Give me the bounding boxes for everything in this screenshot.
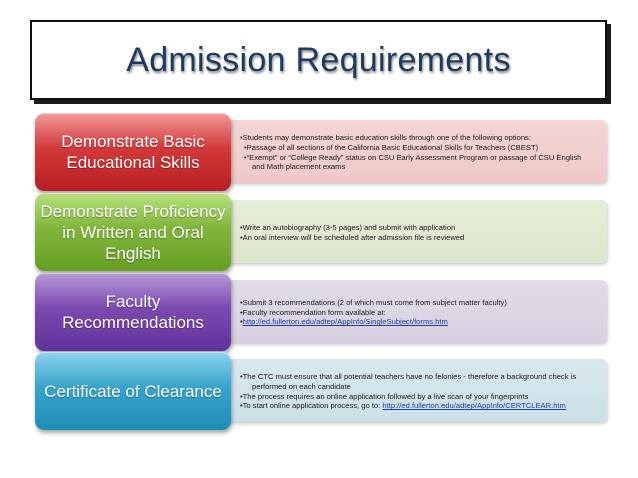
- detail-line: and Math placement exams: [252, 162, 346, 172]
- requirement-label: Demonstrate Basic Educational Skills: [35, 113, 231, 191]
- link-prefix: •To start online application process, go to:: [240, 401, 383, 411]
- detail-line: performed on each candidate: [252, 381, 351, 391]
- detail-line: •“Exempt” or “College Ready” status on CSU Early Assessment Program or passage of CSU English: [244, 152, 582, 162]
- requirement-details-panel: [224, 120, 607, 183]
- detail-line: •Students may demonstrate basic education skills through one of the following options:: [240, 132, 531, 142]
- requirement-details-panel: [224, 359, 607, 422]
- title-box: [30, 20, 607, 100]
- requirement-label: Demonstrate Proficiency in Written and Oral English: [35, 193, 231, 271]
- page-title: Admission Requirements: [126, 40, 511, 79]
- detail-line: •Submit 3 recommendations (2 of which must come from subject matter faculty): [240, 297, 507, 307]
- recommendation-form-link[interactable]: http://ed.fullerton.edu/adtep/AppInfo/SingleSubject/forms.htm: [242, 317, 448, 327]
- detail-line: •Faculty recommendation form available at:: [240, 307, 386, 317]
- requirement-label: Faculty Recommendations: [35, 273, 231, 351]
- requirement-label: Certificate of Clearance: [35, 352, 231, 430]
- detail-line: •Write an autobiography (3-5 pages) and submit with application: [240, 222, 456, 232]
- certclear-link[interactable]: http://ed.fullerton.edu/adtep/AppInfo/CERTCLEAR.htm: [382, 401, 566, 411]
- requirement-details-panel: [224, 280, 607, 343]
- detail-line: •Passage of all sections of the California Basic Educational Skills for Teachers (CBEST): [244, 142, 539, 152]
- detail-line: •The CTC must ensure that all potential teachers have no felonies - therefore a background check is: [240, 371, 577, 381]
- link-prefix: •: [240, 317, 243, 327]
- detail-link-line: [240, 401, 601, 411]
- detail-link-line: [240, 317, 601, 327]
- detail-line: •An oral interview will be scheduled after admission file is reviewed: [240, 232, 465, 242]
- detail-line: •The process requires an online application followed by a live scan of your fingerprints: [240, 391, 529, 401]
- requirement-details-panel: [224, 200, 607, 263]
